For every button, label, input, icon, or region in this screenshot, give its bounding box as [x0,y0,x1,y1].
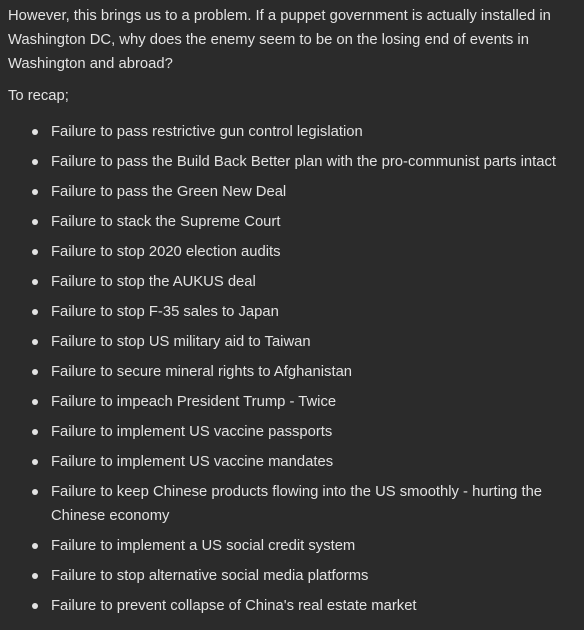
bullet-icon [32,543,38,549]
list-item [51,300,578,324]
bullet-icon [32,309,38,315]
list-item-text: Failure to stop alternative social media platforms [51,568,369,584]
bullet-icon [32,489,38,495]
list-item [51,564,578,588]
intro-paragraph: However, this brings us to a problem. If a puppet government is actually installed in Washington DC, why does the enemy seem to be on the losing end of events in Washington and abroad? [8,8,551,72]
list-item-text: Failure to stop the AUKUS deal [51,274,256,290]
list-item-text: Failure to pass the Build Back Better plan with the pro-communist parts intact [51,154,556,170]
list-item-text: Failure to implement US vaccine passports [51,424,333,440]
list-item-text: Failure to stop US military aid to Taiwan [51,334,311,350]
list-item [51,180,578,204]
list-item [51,420,578,444]
list-item-text: Failure to stop F-35 sales to Japan [51,304,279,320]
list-item [51,360,578,384]
bullet-icon [32,159,38,165]
list-item [51,480,578,528]
list-item [51,210,578,234]
list-item [51,534,578,558]
bullet-icon [32,603,38,609]
bullet-icon [32,429,38,435]
bullet-icon [32,573,38,579]
list-item [51,240,578,264]
bullet-icon [32,399,38,405]
list-item-text: Failure to keep Chinese products flowing into the US smoothly - hurting the Chinese economy [51,484,543,524]
list-item-text: Failure to pass restrictive gun control legislation [51,124,363,140]
list-item [51,270,578,294]
bullet-icon [32,189,38,195]
list-item [51,390,578,414]
list-item [51,120,578,144]
list-item-text: Failure to pass the Green New Deal [51,184,287,200]
failure-list [8,120,578,618]
bullet-icon [32,369,38,375]
list-item [51,594,578,618]
bullet-icon [32,339,38,345]
bullet-icon [32,249,38,255]
list-item-text: Failure to stack the Supreme Court [51,214,281,230]
list-item [51,330,578,354]
list-item-text: Failure to prevent collapse of China's real estate market [51,598,417,614]
list-item-text: Failure to implement a US social credit system [51,538,356,554]
list-item-text: Failure to implement US vaccine mandates [51,454,334,470]
recap-label: To recap; [8,88,69,104]
list-item [51,450,578,474]
bullet-icon [32,129,38,135]
list-item-text: Failure to impeach President Trump - Twice [51,394,337,410]
bullet-icon [32,279,38,285]
bullet-icon [32,219,38,225]
list-item-text: Failure to stop 2020 election audits [51,244,281,260]
bullet-icon [32,459,38,465]
list-item [51,150,578,174]
list-item-text: Failure to secure mineral rights to Afghanistan [51,364,353,380]
